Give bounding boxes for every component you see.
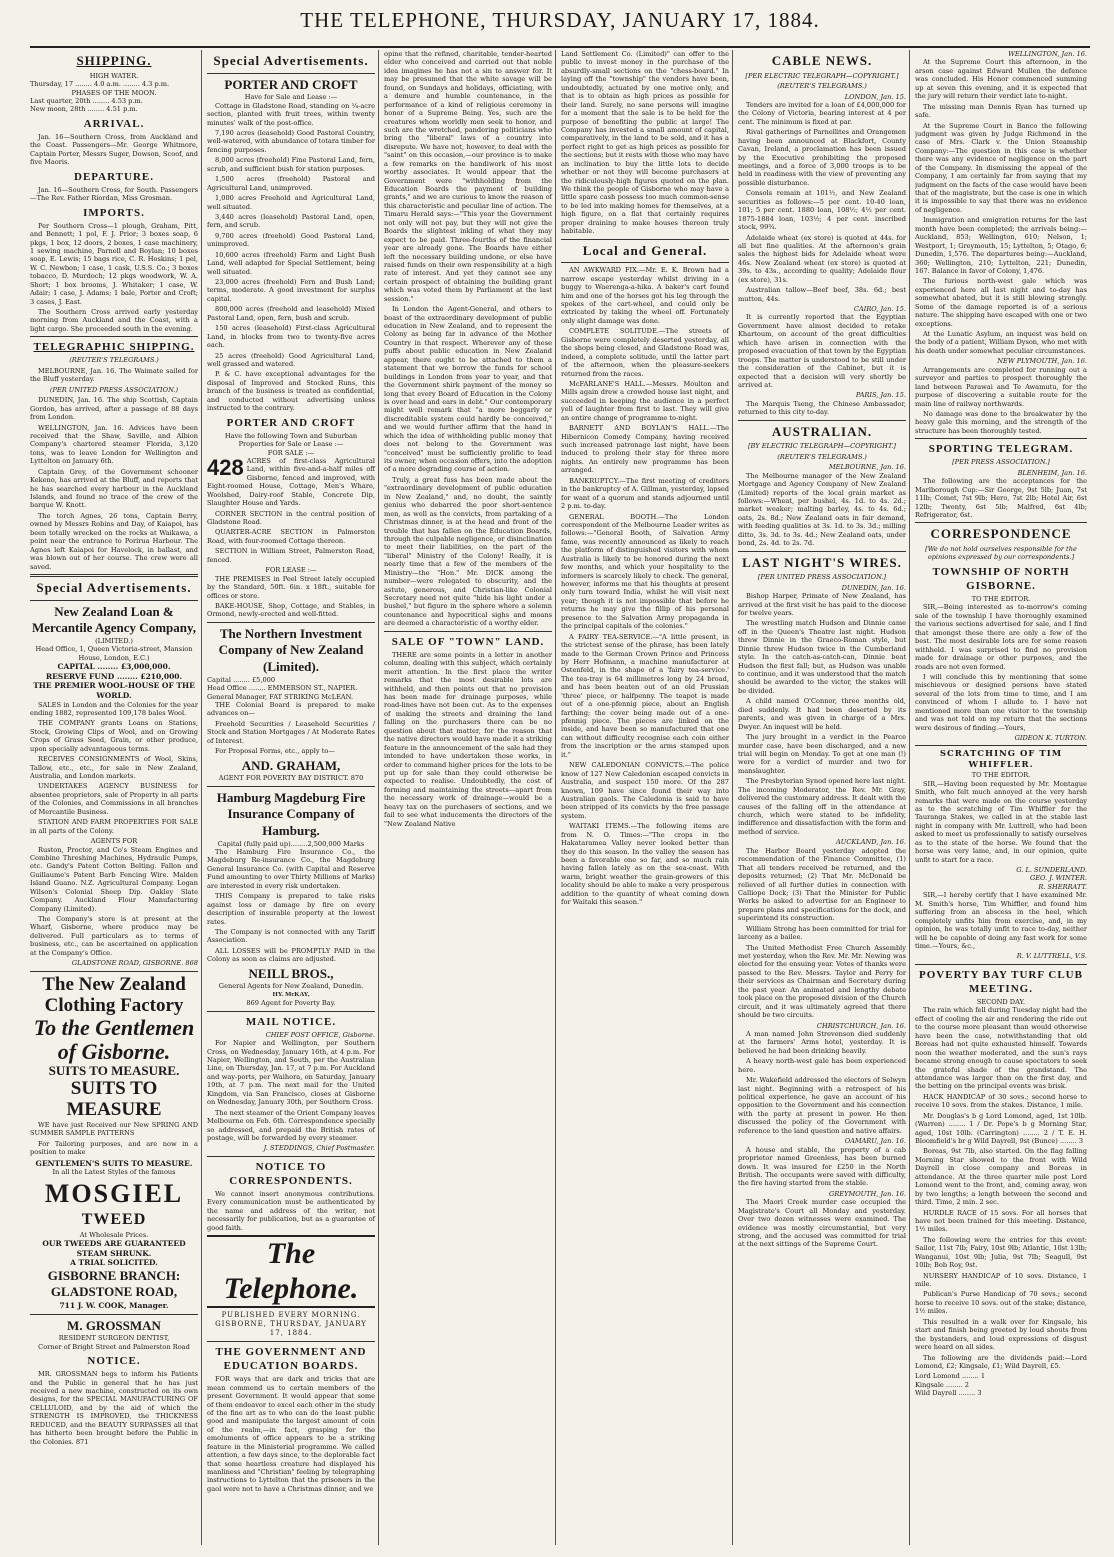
hy-mckay: HY. McKAY,: [272, 990, 310, 998]
exceptional-advantages: P. & C. have exceptional advantages for the disposal of Improved and Stocked Runs, this branch of the business is treated as confidential, and conducted without advertising unless instructed to the contrary.: [207, 370, 375, 413]
race-event: NURSERY HANDICAP of 10 sovs. Distance, 1 mile.: [915, 1271, 1087, 1289]
column-5: [738, 50, 910, 1545]
neill-bros: NEILL BROS.,: [248, 965, 334, 981]
acres-listing: [207, 454, 375, 508]
race-event: Publican's Purse Handicap of 70 sovs.; second horse to receive 10 sovs. out of the stake; distance, 1½ miles.: [915, 1290, 1087, 1316]
wire-item: At the Supreme Court this afternoon, in the arson case against Edward Mullen the defence was concluded. His Honor commenced summing up at seven this evening, and it is expected that the jury will return their verdict late to-night.: [915, 58, 1087, 101]
australian-heading: AUSTRALIAN.: [771, 423, 873, 439]
letter-signature: GIDEON K. TURTON.: [1014, 734, 1087, 743]
cable-subheading: [PER ELECTRIC TELEGRAPH—COPYRIGHT.]: [745, 71, 899, 80]
to-the-editor: TO THE EDITOR.: [971, 771, 1031, 780]
australian-subheading: [BY ELECTRIC TELEGRAPH—COPYRIGHT.]: [747, 442, 896, 451]
hamburg-losses: ALL LOSSES will be PROMPTLY PAID in the Colony as soon as claims are adjusted.: [207, 946, 375, 964]
township-heading: TOWNSHIP OF NORTH GISBORNE.: [932, 565, 1070, 592]
wire-item: Arrangements are completed for running out a surveyor and parties to prospect thoroughly the land between Parawai and Te Awamutu, for the purpose of discovering a suitable route for the main line of railway northwards.: [915, 365, 1087, 408]
corner-address: Corner of Bright Street and Palmerston Road: [38, 1342, 190, 1351]
wire-item: The Harbor Board yesterday adopted the recommendation of the Finance Committee, (1) That all tenders received be returned, and the deposits returned; (2) That Mr. McDonald be relieved of all further duties in connection with Calliope Dock; (3) That the Minister for Public Works be asked to advertise for an Engineer to prepare plans and specifications for the dock, and superintend its construction.: [738, 846, 906, 923]
race-results: Mr. Douglas's b g Lord Lomond, aged, 1st 10lb. (Warren) ........ 1 / Dr. Pope's b g Morning Star, aged, 10st 10lb. (Carrington) ........ 2 / T. E. H. Bloomfield's br g Wild Dayrell, 9st (Bunce) ........ 3: [915, 1111, 1087, 1146]
letter-text: SIR,—I hereby certify that I have examined Mr. M. Smith's horse, Tim Whiffler, and found him suffering from an abscess in the heel, which completely unfits him from exercise, and, in my opinion, he was totally unfit to race to-day, neither will he be capable of doing any fast work for some time.—Yours, &c.,: [915, 891, 1087, 950]
town-suburban: Have the following Town and Suburban Properties for Sale or Lease :—: [224, 431, 358, 449]
hamburg-risks: THIS Company is prepared to take risks against loss or damage by fire on every description of insurable property at the lowest rates.: [207, 892, 375, 926]
for-lease: FOR LEASE :—: [265, 566, 317, 575]
gladstone-road: GLADSTONE ROAD,: [50, 1284, 178, 1300]
graham-agent: AGENT FOR POVERTY BAY DISTRICT. 870: [218, 774, 364, 783]
mail-signature: J. STEDDINGS, Chief Postmaster.: [263, 1144, 375, 1153]
race-report: Boreas, 9st 7lb, also started. On the flag falling Morning Star showed to the front with Wild Dayrell in close company and Boreas in attendance. At the three quarter mile post Lord Lomond went to the front, and, coming away, won by two lengths; a length between the second and third. Time, 2 min. 2 sec.: [915, 1147, 1087, 1207]
editorial-text: Land Settlement Co. (Limited)" can offer to the public to invest money in the purchase of the absurdly-small sections on the "chess-board." In laying off the "township" the vendors have been, undoubtedly, actuated by one motive only, and that is to obtain as high prices as possible for their land. Surely, no sane persons will imagine for a moment that the sale is to be held for the purpose of benefiting the public at large! The Company has invested a small amount of capital, comparatively, in the land to be sold, and it has a perfect right to get as high prices as possible for the sections; but it rests with those who may have an inclination to buy the little lots to decide whether or not they will become purchasers at the ridiculously-high figures quoted on the plan. We think the people of Gisborne who may have a little spare cash possess too much common-sense to be led into making homes for themselves, at a high figure, on a flat that certainly requires proper draining to make houses thereon truly habitable.: [561, 50, 729, 236]
hamburg-capital: Capital (fully paid up)........2,500,000 Marks: [217, 839, 365, 848]
mail-office: CHIEF POST OFFICE, Gisborne.: [265, 1030, 375, 1039]
reuter-source: (REUTER'S TELEGRAMS.): [777, 452, 867, 461]
suits-to-measure-2: SUITS TO MEASURE: [66, 1078, 162, 1121]
company-text: THE COMPANY grants Loans on Stations, Stock, Growing Clips of Wool, and on Growing Crops of Grass Seed, Grain, or other produce, upon specially advantageous terms.: [30, 719, 198, 753]
dateline: NEW PLYMOUTH, Jan. 16.: [997, 357, 1087, 366]
nz-loan-heading: New Zealand Loan & Mercantile Agency Company,: [31, 603, 197, 636]
clothing-factory-line2: Clothing Factory: [44, 994, 184, 1016]
acres-number: 428: [207, 454, 244, 480]
property-listing: 800,000 acres (freehold and leasehold) Mixed Pastoral Land, open, fern, bush and scrub.: [207, 305, 375, 322]
reuter-source: (REUTER'S TELEGRAMS.): [777, 82, 867, 91]
suits-to-measure-1: SUITS TO MEASURE.: [48, 1062, 180, 1078]
dateline: DUNEDIN, Jan. 16.: [841, 583, 906, 592]
table-row: Lord Lomond ........ 1: [915, 1372, 986, 1381]
colonial-securities: Freehold Securities / Leasehold Securities / Stock and Station Mortgages / At Moderate Rates of Interest.: [207, 719, 375, 745]
dateline: BLENHEIM, Jan. 16.: [1017, 468, 1087, 477]
receives-text: RECEIVES CONSIGNMENTS of Wool, Skins, Tallow, etc., etc., for sale in New Zealand, Australia, and London markets.: [30, 755, 198, 780]
nz-loan-limited: (LIMITED.): [95, 636, 133, 645]
gentlemens-suits: GENTLEMEN'S SUITS TO MEASURE.: [35, 1158, 193, 1168]
letter-signature: GEO. J. WINTER.: [1029, 874, 1087, 883]
dateline: GREYMOUTH, Jan. 16.: [829, 1189, 906, 1198]
northern-capital: Capital ........ £5,000: [207, 675, 276, 684]
property-listing: 7,190 acres (leasehold) Good Pastoral Country, well-watered, with abundance of totara timber for fencing purposes.: [207, 129, 375, 154]
undertakes-text: UNDERTAKES AGENCY BUSINESS for absentee proprietors, sale of Property in all parts of the Colonies, and Commissions in all branches of Mercantile Business.: [30, 782, 198, 816]
gentlemen-heading: To the Gentlemen of Gisborne.: [33, 1015, 195, 1064]
race-event: HACK HANDICAP of 30 sovs.; second horse to receive 10 sovs. from the stakes. Distance, 1 mile.: [915, 1092, 1087, 1110]
wire-item: The Presbyterian Synod opened here last night. The incoming Moderator, the Rev. Mr. Gray, delivered the customary address. It dealt with the causes of the falling off in the attendance at church, which were stated to be infidelity, indifference and dissatisfaction with the form and method of service.: [738, 777, 906, 836]
second-day: SECOND DAY.: [976, 998, 1026, 1007]
property-listing: 9,700 acres (freehold) Good Pastoral Land, unimproved.: [207, 231, 375, 249]
dateline: LONDON, Jan. 15.: [844, 92, 906, 101]
notice-heading: NOTICE.: [87, 1355, 141, 1368]
wire-item: The missing man Dennis Ryan has turned up safe.: [915, 102, 1087, 120]
agents-heading: AGENTS FOR: [90, 837, 138, 846]
wire-item: The wrestling match Hudson and Dinnie came off in the Queen's Theatre last night. Hudson threw Dinnie in the Graeco-Roman style, but Dinnie threw Hudson twice in the Cumberland style. In the catch-as-catch-can, Dinnie beat Hudson the first fall; but, as Hudson was unable to continue, and it was understood that the match should be awarded to the victor, the stakes will be divided.: [738, 619, 906, 695]
published-every-morning: PUBLISHED EVERY MORNING.: [221, 1311, 361, 1320]
northern-investment-heading: The Northern Investment Company of New Zealand (Limited).: [218, 625, 364, 675]
tide-row: Thursday, 17 ........ 4.0 a.m. ........ 4.3 p.m.: [30, 80, 170, 89]
cable-item: Australian tallow—Beef beef, 38s. 6d.; best mutton, 44s.: [738, 286, 906, 303]
wholesale: At Wholesale Prices.: [79, 1230, 149, 1239]
editorial-heading: THE GOVERNMENT AND EDUCATION BOARDS.: [215, 1346, 367, 1373]
imports-heading: IMPORTS.: [83, 206, 145, 219]
departure-text: Jan. 16—Southern Cross, for South. Passengers—The Rev. Father Riordan, Miss Grosman.: [30, 185, 198, 203]
station-text: STATION AND FARM PROPERTIES FOR SALE in all parts of the Colony.: [30, 818, 198, 835]
have-for-sale: Have for Sale and Lease :—: [244, 93, 338, 102]
telegraphic-item: WELLINGTON, Jan. 16. Advices have been received that the Shaw, Saville, and Albion Company's chartered steamer Florida, 3,120 tons, was to leave London for Wellington and Lyttelton on January 6th.: [30, 423, 198, 466]
head-office: Head Office, 1, Queen Victoria-street, Mansion House, London, E.C.): [35, 645, 193, 662]
editorial-dateline: GISBORNE, THURSDAY, JANUARY 17, 1884.: [215, 1320, 367, 1338]
telephone-masthead: The Telephone.: [207, 1235, 375, 1308]
wire-item: Immigration and emigration returns for the last month have been completed; the arrivals being:—Auckland, 853; Wellington, 610; Nelson, 1; Westport, 1; Greymouth, 15; Lyttelton, 5; Otago, 6; Dunedin, 1,576. The departures being:—Auckland, 360; Wellington, 210; Lyttelton, 221; Dunedin, 167. Balance in favor of Colony, 1,476.: [915, 216, 1087, 275]
last-nights-wires-heading: LAST NIGHT'S WIRES.: [742, 554, 902, 570]
trial-solicited: A TRIAL SOLICITED.: [70, 1258, 158, 1268]
letter-text: SIR,—Having been requested by Mr. Montague Smith, who felt much annoyed at the very harsh remarks that were made on the course yesterday as to the scratching of Tim Whiffler for the Tauranga Stakes, we called in at the stable last night in company with Mr. Luttrell, who had been asked to meet us professionally to satisfy ourselves as to the state of the horse. We found that the horse was very lame, and, in our opinion, quite unfit to start for a race.: [915, 779, 1087, 864]
cable-item: Rival gatherings of Parnellites and Orangemen having been announced at Blackfort, County Cavan, Ireland, a proclamation has been issued by the Executive prohibiting the proposed meetings, and a force of 3,000 troops is to be held in readiness with the view of preventing any possible disturbance.: [738, 128, 906, 187]
table-row: Wild Dayrell ........ 3: [915, 1389, 982, 1398]
masthead: THE TELEPHONE, THURSDAY, JANUARY 17, 1884.: [30, 8, 1090, 48]
dateline: WELLINGTON, Jan. 16.: [1008, 50, 1087, 58]
race-report: This resulted in a walk over for Kingsale, his start and finish being greeted by loud shouts from the bystanders, and loud expressions of disgust were heard on all sides.: [915, 1317, 1087, 1352]
local-item: McFARLANE'S HALL.—Messrs. Moulton and Mills again drew a crowded house last night, and succeeded in keeping the audience in a perfect yell of laughter from first to last. They will give an entire change of programme to-night.: [561, 379, 729, 422]
mckay-agent: 869 Agent for Poverty Bay.: [246, 999, 336, 1008]
column-1: [30, 50, 202, 1545]
local-item: COMPLETE SOLITUDE.—The streets of Gisborne were completely deserted yesterday, all the shops being closed, and Gladstone Road was, indeed, a complete solitude, until the latter part of the afternoon, when the pleasure-seekers returned from the races.: [561, 327, 729, 378]
correspondence-heading: CORRESPONDENCE: [930, 526, 1072, 542]
property-listing: 1,500 acres (freehold) Pastoral and Agricultural Land, unimproved.: [207, 175, 375, 192]
local-item: NEW CALEDONIAN CONVICTS.—The police know of 127 New Caledonian escaped convicts in Australia, and suspect 150 more. Of the 287 known, 109 have since found their way into Australian gaols. The Caledonia is said to have been stripped of its convicts by the free passage system.: [561, 761, 729, 820]
property-listing: 3,440 acres (leasehold) Pastoral Land, open, fern, and scrub.: [207, 212, 375, 230]
arrival-text: Jan. 16—Southern Cross, from Auckland and the Coast. Passengers—Mr. George Whitmore, Captain Porter, Messrs Suger, Dowson, Scoof, and five Maoris.: [30, 132, 198, 167]
dateline: CHRISTCHURCH, Jan. 16.: [816, 1021, 906, 1030]
correspondence-note: [We do not hold ourselves responsible for the opinions expressed by our correspondents.]: [925, 545, 1077, 562]
cable-item: It is currently reported that the Egyptian Government have almost decided to retake Khartoum, on account of the great difficulties which have arisen in connection with the proposed evacuation of that town by the Egyptian troops. The matter is understood to be still under the consideration of the Cabinet, but it is expected that a decision will very shortly be arrived at.: [738, 313, 906, 389]
dateline: AUCKLAND, Jan. 16.: [836, 838, 906, 847]
wire-item: The United Methodist Free Church Assembly met yesterday, when the Rev. Mr. Mr. Newing was elected for the ensuing year. Votes of thanks were passed to the Rev. Messrs. Taylor and Perry for their services as Chairman and Secretary during the past year. An animated and lengthy debate took place on the proposed division of the Church circuit, and it was ultimately agreed that there should be two circuits.: [738, 943, 906, 1020]
sale-text: THERE are some points in a letter in another column, dealing with this subject, which certainly merit attention. In the first place the writer remarks that the most desirable lots are withheld, and then points out that no provision has been made for drainage purposes, while road-lines have not been cut. As to the expenses of making the streets and draining the land falling on the purchasers there can be no question about that matter, for the reason that the native directors would have made it a striking feature in the announcement of the sale had they intended to have undertaken those works, in order to command higher prices for the lots to be put up for sale than they could otherwise be expected to realise. Undoubtedly, the cost of forming and maintaining the streets—apart from the necessary work of drainage—would be a heavy tax on the purchasers of sections, and we fail to see what inducements the directors of the "New Zealand Native: [384, 650, 552, 828]
for-sale: FOR SALE :—: [267, 448, 315, 457]
letter-text: SIR,—Being interested as to-morrow's coming sale of the township I have thoroughly examined the various sections advertised for sale, and I find that amongst these there are only a few of the best. The most desirable lots are for some reason withheld. I was surprised to find no provision made for drainage or other purposes, and the roads are not even formed.: [915, 603, 1087, 671]
high-water: HIGH WATER.: [89, 71, 139, 80]
wire-item: The jury brought in a verdict in the Pearce murder case, have been discharged, and a new trial will begin on Monday. To get at one man (!) were for a verdict of murder and two for manslaughter.: [738, 733, 906, 775]
steam-shrunk: STEAM SHRUNK.: [76, 1248, 152, 1258]
hamburg-tariff: The Company is not connected with any Tariff Association.: [207, 927, 375, 945]
imports-text: Per Southern Cross—1 plough, Graham, Pitt, and Bennett; 1 pol, F. J. Prior; 3 boxes soap, 6 pkgs, 1 box, 12 doors, 2 boxes, 1 case machinery, 1 sewing machine, Parnell and Boylan; 10 boxes soap, E. Lewis; 15 bags rice, C. R. Hoskins; 1 pel, W. C. Newbon; 1 case, 1 cask, U.S.S. Co.; 3 boxes tobacco, D. Murdoch; 12 pkgs woodwork, W. A. Short; 1 box brooms, J. Whitaker; 1 case, W. Adair; 1 case, J. Adams; 1 bale, Porter and Croft; 3 cases, J. East.: [30, 221, 198, 306]
imports-note: The Southern Cross arrived early yesterday morning from Auckland and the Coast, with a light cargo. She proceeded south in the evening.: [30, 308, 198, 333]
premier-wool: THE PREMIER WOOL-HOUSE OF THE WORLD.: [33, 681, 195, 700]
sporting-heading: SPORTING TELEGRAM.: [928, 443, 1074, 456]
wire-item: William Strong has been committed for trial for larceny as a bailee.: [738, 924, 906, 942]
hamburg-text: The Hamburg Fire Insurance Co., the Magdeburg Re-insurance Co., the Magdeburg General Insurance Co. (with Capital and Reserve Fund amounting to over Thirty Millions of Marks) are interested in every risk undertaken.: [207, 848, 375, 890]
australian-item: The Melbourne manager of the New Zealand Mortgage and Agency Company of New Zealand (Limited) reports of the local grain market as follows:—Wheat, per bushel, 4s. 1d. to 4s. 2d.; market weaker; malting barley, 4s. to 4s. 6d.; oats, 2s. 8d.; New Zealand oats in fair demand, with feeding qualities at 3s. 1d. to 3s. 3d.; milling ditto, 3s. 3d. to 3s. 4d.; New Zealand oats, under bond, 2s. 4d. to 2s. 7d.: [738, 471, 906, 548]
telegraphic-item: The torch Agnes, 26 tons, Captain Berry, owned by Messrs Robins and Day, of Kaiapoi, has been totally wrecked on the rocks at Waikawa, a point near the entrance to Porirua Harbour. The Agnes left Kaiapoi for Havelock, in ballast, and was blown out of her course. The crew were all saved.: [30, 511, 198, 571]
editorial-text: opine that the refined, charitable, tender-hearted elder who conceived and carried out that noble idea imagines he has not a sin to answer for. It may be presumed that the white savage will be found, on Sundays and holidays, officiating, with a demure and humble countenance, in the performance of a kind of religious ceremony in honor of a Supreme Being. Yes, such are the creatures whom worldly men seek to honor, and such are the wretched, pandering politicians who bring the "liberal" laws of a country into disrepute. We have not, however, to deal with the "saint" on this occasion,—our province is to make a few remarks on the handiwork of his most worthy associates. It would appear that the Government were "withholding from the Education Boards the payment of building grants," and we are curious to know the reason of this characteristic and peculiar line of action. The Timaru Herald says:—"This year the Government not only will not pay, but they will not give the Boards the slightest inkling of what they may expect to be paid. Three-fourths of the financial year are already gone. The Boards have either left the necessary building undone, or else have raised funds on their own responsibility at a high rate of interest. And yet they cannot see any certain prospect of obtaining the building grant which was voted them by Parliament at the last session.": [384, 50, 552, 303]
moon-row: New moon, 28th ........ 4.51 p.m.: [30, 105, 138, 114]
special-ads-heading: Special Advertisements.: [36, 579, 192, 595]
local-general-heading: Local and General.: [582, 242, 708, 258]
neill-agents: General Agents for New Zealand, Dunedin.: [218, 982, 364, 991]
special-ads-heading: Special Advertisements.: [213, 53, 369, 68]
correspondents-text: We cannot insert anonymous contributions. Every communication must be authenticated by the name and address of the writer, not necessarily for publication, but as a guarantee of good faith.: [207, 1190, 375, 1232]
received-text: WE have just Received our New SPRING AND SUMMER SAMPLE PATTERNS: [30, 1121, 198, 1138]
wire-item: Mr. Wakefield addressed the electors of Selwyn last night. Beginning with a retrospect of his political experience, he gave an account of his opposition to the Government and his connection with the party at present in power. He then discussed the policy of the Government with reference to the land question and native affairs.: [738, 1076, 906, 1135]
race-report: The following are the dividends paid:—Lord Lomond, £2; Kingsale, £1; Wild Dayrell, £5.: [915, 1353, 1087, 1370]
moon-row: Last quarter, 20th ........ 4.53 p.m.: [30, 96, 143, 105]
wire-item: At the Lunatic Asylum, an inquest was held on the body of a patient, William Dyson, who met with his death under somewhat peculiar circumstances.: [915, 330, 1087, 355]
editorial-text: Truly, a great fuss has been made about the "extraordinary development of public education in New Zealand," and, no doubt, the saintly genius who debarred the poor short-sentence men, as well as the convicts, from partaking of a Christmas dinner, is at the head and front of the trouble that has fallen on the Education Boards, through the culpable negligence, or disinclination to meet their liabilities, on the part of the "liberal" Ministry of the Colony! Really, it is nearly time that a few of the members of the Ministry—the "Hon." Mr. DICK among the number—were relegated to obscurity, and the astute, generous, and Christian-like Colonial Secretary need not quite "hide his light under a bushel," but figure in the sphere where a solemn countenance and hypocritical sighs and moans are deemed a characteristic of a worthy elder.: [384, 475, 552, 628]
store-text: The Company's store is at present at the Wharf, Gisborne, where produce may be delivered. Full particulars as to terms of business, etc., can be ascertained on application at the Company's Office.: [30, 915, 198, 957]
wire-item: Bishop Harper, Primate of New Zealand, has arrived at the first visit he has paid to the diocese for twelve years.: [738, 592, 906, 617]
letter-signature: G. L. SUNDERLAND.: [1016, 866, 1087, 875]
resident-dentist: RESIDENT SURGEON DENTIST,: [58, 1334, 170, 1343]
cable-item: The Marquis Tseng, the Chinese Ambassador, returned to this city to-day.: [738, 399, 906, 417]
local-item: A FAIRY TEA-SERVICE.—"A little present, in the strictest sense of the phrase, has been lately made to the German Crown Prince and Princess by Herr Hofmann, a machine manufacturer at Ostenfeld, in the shape of a 'fairy tea-service.' The tea-tray is 64 millimetres long by 24 broad, and has been beaten out of an old Prussian 'three' piece, or halfpenny. The teapot is made out of a one-pfennig piece, about an English farthing; the cover being made out of a one-pfennig piece. The pieces are linked on the inside, and have been so manufactured that one can without difficulty recognise each coin either from the inscription or the arms stamped upon it.": [561, 632, 729, 759]
sporting-item: The following are the acceptances for the Marlborough Cup:—Sir George, 9st 5lb; Juan, 7st 11lb; Comet, 7st 9lb; Hero, 7st 2lb; Hotel Air, 6st 12lb; Twenty, 6st 5lb; Malfred, 6st 4lb; Refrigerator, 6st.: [915, 477, 1087, 519]
clothing-factory-line1: The New Zealand: [42, 973, 186, 995]
sporting-subheading: [PER PRESS ASSOCIATION.]: [952, 458, 1050, 467]
sales-text: SALES in London and the Colonies for the year ending 1882, represented 109,178 bales Wool.: [30, 700, 198, 717]
property-listing: 23,000 acres (freehold) Fern and Bush Land; terms, moderate. A good investment for surplus capital.: [207, 278, 375, 303]
notice-text: MR. GROSSMAN begs to inform his Patients and the Public in general that he has just received a new machine, constructed on its own designs, for the SPECIAL MANUFACTURING OF CELLULOID, and by the aid of which the STRENGTH IS IMPROVED, the THICKNESS REDUCED, and the BEAUTY SURPASSES all that has hitherto been brought before the Public in the Colonies. 871: [30, 1370, 198, 1446]
property-listing: 1,000 acres Freehold and Agricultural Land, well situated.: [207, 194, 375, 211]
dateline: CAIRO, Jan. 15.: [853, 305, 906, 313]
wire-item: The furious north-west gale which was experienced here all last night and to-day has somewhat abated, but it is still blowing strongly. Some of the damage reported is of a serious nature. The shipping have escaped with one or two exceptions.: [915, 277, 1087, 328]
local-item: WAITAKI ITEMS.—The following items are from N. O. Times:—"The crops in the Hakataramea Valley never looked better than they do this season. In the valley the season has been a favorable one so far, and so much rain having fallen lately as on the sea-coast. With warm, bright weather the grain-growers of this locality should be able to make a very prosperous addition to the quantity of wheat coming down for Waitaki this season.": [561, 822, 729, 907]
porter-croft-heading-2: PORTER AND CROFT: [226, 416, 356, 429]
editorial-text: In London the Agent-General, and others to boast of the extraordinary development of public education in New Zealand, and to represent the Colony as being far in advance of the Mother Country in that respect. Wherever any of these puffs about public education in New Zealand appear, there ought to be attached to them a statement that we borrow the funds for school buildings in London from year to year, and that the Government shirk payment of the money so long that every Board of Education in the Colony is over head and ears in debt." Our contemporary might well remark that "a more beggarly or discreditable system could hardly be conceived," and we would further affirm that the hand in which the idea of withholding public money that does not belong to the Government was "conceived" must be sufficiently prolific to lead its owner, when occasion offers, into the adoption of a more degrading course of action.: [384, 305, 552, 474]
wire-item: A child named O'Connor, three months old, died suddenly. It had been deserted by its parents, and was given in charge of a Mrs. Dwyer. An inquest will be held.: [738, 697, 906, 731]
local-item: BARNETT AND BOYLAN'S HALL.—The Hibernicon Comedy Company, having received such increased patronage last night, have been induced to prolong their stay for three more nights. An entirely new programme has been arranged.: [561, 424, 729, 475]
wires-subheading: [PER UNITED PRESS ASSOCIATION.]: [757, 573, 887, 582]
column-3: [384, 50, 556, 1545]
sale-heading: SALE OF "TOWN" LAND.: [391, 635, 545, 648]
telegraphic-item: DUNEDIN, Jan. 16. The ship Scottish, Captain Gordon, has arrived, after a passage of 88 days from London.: [30, 396, 198, 422]
editorial-text: FOR ways that are dark and tricks that are mean commend us to certain members of the present Government. It would appear that some of them endeavor to excel each other in the study of the fine art as to who can do the least public good and manipulate the largest amount of coin of the realm,—in fact, grasping for the emoluments of office appears to be a striking feature in the Ministerial programme. We called attention, a few days since, to the deplorable fact that some heartless creature had displayed his manliness and "Christian" feeling by telegraphing instructions to Lyttelton that the prisoners in the gaol were not to have a Christmas dinner, and we: [207, 1375, 375, 1493]
quarter-acre: QUARTER-ACRE SECTION in Palmerston Road, with four-roomed Cottage thereon.: [207, 528, 375, 545]
letter-signature: R. V. LUTTRELL, V.S.: [1016, 952, 1087, 961]
shipping-heading: SHIPPING.: [76, 53, 152, 68]
capital: CAPITAL ........ £3,000,000.: [57, 662, 171, 672]
race-report: The following were the entries for this event: Sailor, 11st 7lb; Fairy, 10st 9lb; Atlantic, 10st 13lb; Wanganui, 10st 9lb; Julia, 9st 7lb; Seagull, 9st 10lb; Bob Roy, 9st.: [915, 1235, 1087, 1270]
column-6: [915, 50, 1090, 1545]
local-item: GENERAL BOOTH.—The London correspondent of the Melbourne Leader writes as follows:—"General Booth, of Salvation Army fame, was recently announced as likely to reach the platform of distinguished visitors with whom Australia is likely to be honored during the next few months, and which your hospitality to the informers is scarcely likely to check. The general, however, informs me that his thoughts at present only turn toward India, whilst he will visit next year; though it is not impossible that before he returns he may give the fillip of his personal presence to the Salvation Army propaganda in the principal capitals of the colonies.": [561, 512, 729, 631]
proposal-forms: For Proposal Forms, etc., apply to—: [215, 747, 335, 756]
hamburg-heading: Hamburg Magdeburg Fire Insurance Company of Hamburg.: [216, 789, 366, 838]
turf-club-heading: POVERTY BAY TURF CLUB MEETING.: [919, 968, 1083, 995]
local-item: BANKRUPTCY.—The first meeting of creditors in the bankruptcy of A. Gillman, yesterday, lapsed for want of a quorum and stands adjourned until 2 p.m. to-day.: [561, 476, 729, 511]
column-4: [561, 50, 733, 1545]
mail-text: For Napier and Wellington, per Southern Cross, on Wednesday, January 16th, at 4 p.m. For Napier, Wellington, and South, per the Australian Line, on Thursday, Jan. 17, at 7 p.m. For Auckland and way-ports, per Waihora, on Saturday, January 19th, at 7 p.m. The next mail for the United Kingdom, via San Francisco, closes at Gisborne on Wednesday, January 30th, per Southern Cross.: [207, 1039, 375, 1107]
letter-signature: R. SHERRATT.: [1038, 882, 1087, 891]
column-2: [207, 50, 379, 1545]
tailoring-text: For Tailoring purposes, and are now in a position to make: [30, 1139, 198, 1157]
acres-text: ACRES of first-class Agricultural Land, within five-and-a-half miles off Gisborne, fenced and improved, with Eight-roomed House, Cottage, Men's Whare, Woolshed, Dairy-roof Stable, Concrete Dip, Slaughter House and Yards.: [207, 456, 375, 508]
dateline: PARIS, Jan. 15.: [855, 391, 906, 400]
property-listing: 10,600 acres (freehold) Farm and Light Bush Land, well adapted for Special Settlement, being well situated.: [207, 250, 375, 276]
mail-notice-heading: MAIL NOTICE.: [245, 1015, 337, 1028]
property-listing: 8,000 acres (freehold) Fine Pastoral Land, fern, scrub, and sufficient bush for station purposes.: [207, 156, 375, 173]
cable-news-heading: CABLE NEWS.: [771, 53, 873, 68]
agents-text: Ruston, Proctor, and Co's Steam Engines and Combine Threshing Machines, Hydraulic Pumps, etc. Gandy's Patent Cotton Belting. Fallon and Guillaume's Patent Barb Fencing Wire. Malden Island Guano. N.Z. Agricultural Company. Logan Wilson's Colonial Sheep Dip. Oakley Slate Company. Auckland Flour Manufacturing Company (Limited).: [30, 845, 198, 913]
telegraphic-item: Captain Grey, of the Government schooner Kekeno, has arrived at the Bluff, and reports that he has searched every harbour in the Auckland Islands, and found no trace of the crew of the barque W. Knott.: [30, 467, 198, 510]
william-street: SECTION in William Street, Palmerston Road, fenced.: [207, 547, 375, 564]
and-graham: AND. GRAHAM,: [241, 757, 341, 773]
porter-croft-heading: PORTER AND CROFT: [224, 76, 358, 92]
northern-manager: General Manager, FAT STRIKING McLEAN.: [207, 692, 354, 701]
cable-item: Tenders are invited for a loan of £4,000,000 for the Colony of Victoria, bearing interest at 4 per cent. The minimum is fixed at par.: [738, 100, 906, 126]
wire-item: The Maori Creek murder case occupied the Magistrate's Court all Monday and yesterday. Over two dozen witnesses were examined. The evidence was mostly circumstantial, but very strong, and the accused was committed for trial at the next sittings of the Supreme Court.: [738, 1198, 906, 1249]
telegraphic-heading: TELEGRAPHIC SHIPPING.: [33, 341, 195, 354]
race-event: HURDLE RACE of 15 sovs. For all horses that have not been trained for this meeting. Distance, 1½ miles.: [915, 1208, 1087, 1234]
wire-item: No damage was done to the breakwater by the heavy gale this morning, and the strength of the structure has been thoroughly tested.: [915, 409, 1087, 435]
scratching-heading: SCRATCHING OF TIM WHIFFLER.: [939, 749, 1063, 771]
dateline: MELBOURNE, Jan. 16.: [828, 463, 906, 472]
departure-heading: DEPARTURE.: [74, 170, 154, 183]
bakehouse: BAKE-HOUSE, Shop, Cottage, and Stables, in Ormond, newly-erected and well-fitted.: [207, 601, 375, 619]
wire-item: A house and stable, the property of a cab proprietor named Greenless, has been burned down. It was insured for £250 in the North British. The occupants were saved with difficulty, the fire having started from the stable.: [738, 1145, 906, 1188]
mail-note: The next steamer of the Orient Company leaves Melbourne on Feb. 6th. Correspondence specially so addressed, and prepaid the British rates of postage, will be forwarded by every steamer.: [207, 1108, 375, 1142]
telegraphic-source: (PER UNITED PRESS ASSOCIATION.): [49, 385, 179, 394]
property-listing: 150 acres (leasehold) First-class Agricultural Land, in blocks from two to twenty-five acres each.: [207, 324, 375, 350]
wire-item: A heavy north-west gale has been experienced here.: [738, 1057, 906, 1074]
property-listing: Cottage in Gladstone Road, standing on ¼-acre section, planted with fruit trees, within twenty minutes' walk of the post-office.: [207, 101, 375, 127]
northern-head-office: Head Office ........ EMMERSON ST., NAPIER.: [207, 684, 358, 693]
gisborne-branch: GISBORNE BRANCH:: [47, 1267, 181, 1283]
cook-manager: 711 J. W. COOK, Manager.: [59, 1300, 169, 1310]
property-listing: 25 acres (freehold) Good Agricultural Land, well grassed and watered.: [207, 351, 375, 368]
letter-text: I will conclude this by mentioning that some mischievous or designed persons have stated several of the lots from time to time, and I am convinced of whom I allude to. I have not mentioned more than one visitor to the township and was not told on my return that the sections were desirous of finding.—Yours,: [915, 672, 1087, 732]
to-the-editor: TO THE EDITOR.: [971, 595, 1031, 604]
styles-text: In all the Latest Styles of the famous: [52, 1168, 176, 1177]
gladstone-address: GLADSTONE ROAD, GISBORNE. 868: [71, 959, 198, 968]
moon-phases-heading: PHASES OF THE MOON.: [71, 88, 157, 97]
grossman-heading: M. GROSSMAN: [67, 1317, 161, 1333]
cable-item: Adelaide wheat (ex store) is quoted at 44s. for all but fine qualities. At the afternoon's grain sales the highest bids for Adelaide wheat were 46s. New Zealand wheat (ex store) is quoted at 39s. to 43s., according to quality; Adelaide flour (ex store), 31s.: [738, 233, 906, 284]
tweed: TWEED: [81, 1211, 147, 1229]
cable-item: Consols remain at 101½, and New Zealand securities as follows:—5 per cent. 10-40 loan, 101; 5 per cent. 1880 loan, 108½; 4½ per cent. 1875-1884 loan, 103½; 4 per cent. inscribed stock, 99¾.: [738, 189, 906, 232]
telegraphic-source: (REUTER'S TELEGRAMS.): [69, 356, 159, 365]
telegraphic-item: MELBOURNE, Jan. 16. The Waimate sailed for the Bluff yesterday.: [30, 366, 198, 384]
table-row: Kingsale ........ 2: [915, 1380, 969, 1389]
dateline: OAMARU, Jan. 16.: [844, 1137, 906, 1146]
results-table: [915, 1372, 1087, 1397]
corner-section: CORNER SECTION in the central position of Gladstone Road.: [207, 509, 375, 527]
race-report: The rain which fell during Tuesday night had the effect of cooling the air and rendering the ride out to the course more pleasant than would otherwise have been the case, notwithstanding that old Boreas had not quite exhausted himself. Towards noon the weather moderated, and the sun's rays became strong enough to cause spectators to seek the grateful shade of the grandstand. The attendance was larger than on the first day, and the betting on the principal events was brisk.: [915, 1006, 1087, 1091]
correspondents-heading: NOTICE TO CORRESPONDENTS.: [229, 1160, 353, 1187]
wire-item: A man named John Strevenson died suddenly at the farmers' Arms hotel, yesterday. It is believed he had been drinking heavily.: [738, 1029, 906, 1055]
newspaper-page: [30, 50, 1090, 1545]
wire-item: At the Supreme Court in Banco the following judgment was given by Judge Richmond in the case of Mrs. Clark v. the Union Steamship Company:—The question in this case is whether there was any evidence of negligence on the part of the Company. In dismissing the appeal of the Company, I am certainly far from saying that my judgment on the facts of the case would have been that of the magistrate, but the case is one in which it is impossible to say that there was no evidence of negligence.: [915, 121, 1087, 214]
arrival-heading: ARRIVAL.: [83, 117, 145, 130]
reserve-fund: RESERVE FUND ........ £210,000.: [45, 671, 183, 681]
mosgiel: MOSGIEL: [44, 1178, 184, 1208]
premises: THE PREMISES in Peel Street lately occupied by the Standard, 50ft. 6in. x 18ft., suitable for offices or store.: [207, 574, 375, 600]
colonial-board: THE Colonial Board is prepared to make advances on—: [207, 701, 375, 718]
local-item: AN AWKWARD FIX.—Mr. E. K. Brown had a narrow escape yesterday whilst driving in a buggy to Waerenga-a-hika. A baker's cart found him and one of the horses got his leg through the spokes of the cart-wheel, and could only be extricated by taking the wheel off. Fortunately only slight damage was done.: [561, 266, 729, 325]
guaranteed: OUR TWEEDS ARE GUARANTEED: [42, 1238, 186, 1248]
